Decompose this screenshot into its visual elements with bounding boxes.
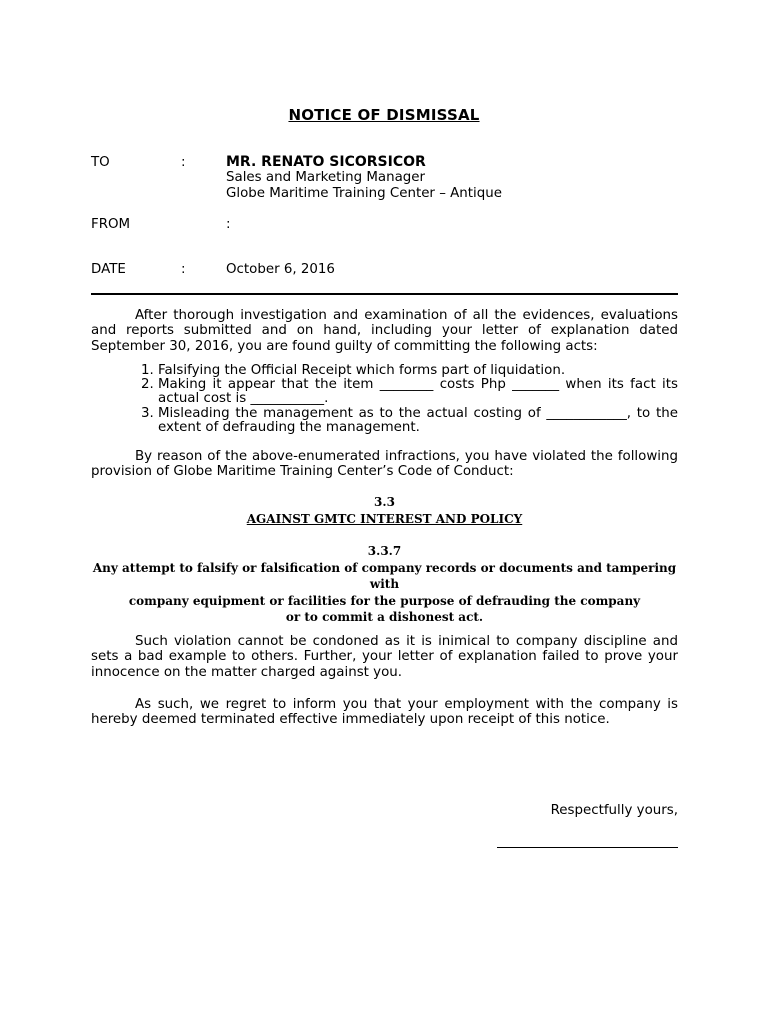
paragraph-termination (91, 697, 678, 728)
paragraph-violation (91, 449, 678, 480)
to-colon: : (181, 155, 186, 170)
document-title: NOTICE OF DISMISSAL (288, 106, 480, 124)
recipient-position: Sales and Marketing Manager (226, 170, 426, 185)
list-item: 3. Misleading the management as to the actual costing of ____________, to the extent of defrauding the management. (158, 407, 678, 435)
recipient-company: Globe Maritime Training Center – Antique (226, 186, 502, 201)
provision-subsection (91, 543, 678, 626)
paragraph-findings-text: After thorough investigation and examination of all the evidences, evaluations and reports submitted and on hand, including your letter of explanation dated September 30, 2016, you are found guilty of committing the following acts: (91, 308, 678, 354)
subsection-text-line2: company equipment or facilities for the purpose of defrauding the company (128, 593, 641, 608)
paragraph-violation-text: By reason of the above-enumerated infractions, you have violated the following provision of Globe Maritime Training Center’s Code of Conduct: (91, 449, 678, 480)
list-item: 2. Making it appear that the item ________ costs Php _______ when its fact its actual cost is ___________. (158, 378, 678, 406)
paragraph-condonation (91, 634, 678, 680)
section-number: 3.3 (374, 495, 395, 509)
date-colon: : (181, 262, 186, 277)
paragraph-termination-text: As such, we regret to inform you that your employment with the company is hereby deemed terminated effective immediately upon receipt of this notice. (91, 697, 678, 728)
list-item: 1. Falsifying the Official Receipt which forms part of liquidation. (158, 364, 678, 378)
recipient-name: MR. RENATO SICORSICOR (226, 154, 426, 170)
subsection-text-line1: Any attempt to falsify or falsification of company records or documents and tampering with (92, 560, 677, 591)
paragraph-condonation-text: Such violation cannot be condoned as it is inimical to company discipline and sets a bad example to others. Further, your letter of explanation failed to prove your innocence on the matter charged against you. (91, 634, 678, 680)
recipient-block (226, 154, 502, 202)
from-label: FROM (91, 217, 131, 232)
acts-list (91, 364, 678, 435)
subsection-text-line3: or to commit a dishonest act. (285, 610, 484, 624)
signature-line (497, 847, 678, 848)
paragraph-findings (91, 308, 678, 354)
date-value: October 6, 2016 (226, 262, 335, 277)
provision-section (91, 494, 678, 527)
header-divider (91, 293, 678, 295)
to-label: TO (91, 155, 110, 170)
from-colon: : (226, 217, 231, 232)
closing-salutation: Respectfully yours, (550, 803, 678, 818)
section-title: AGAINST GMTC INTEREST AND POLICY (246, 511, 523, 526)
subsection-number: 3.3.7 (367, 544, 402, 558)
date-label: DATE (91, 262, 126, 277)
